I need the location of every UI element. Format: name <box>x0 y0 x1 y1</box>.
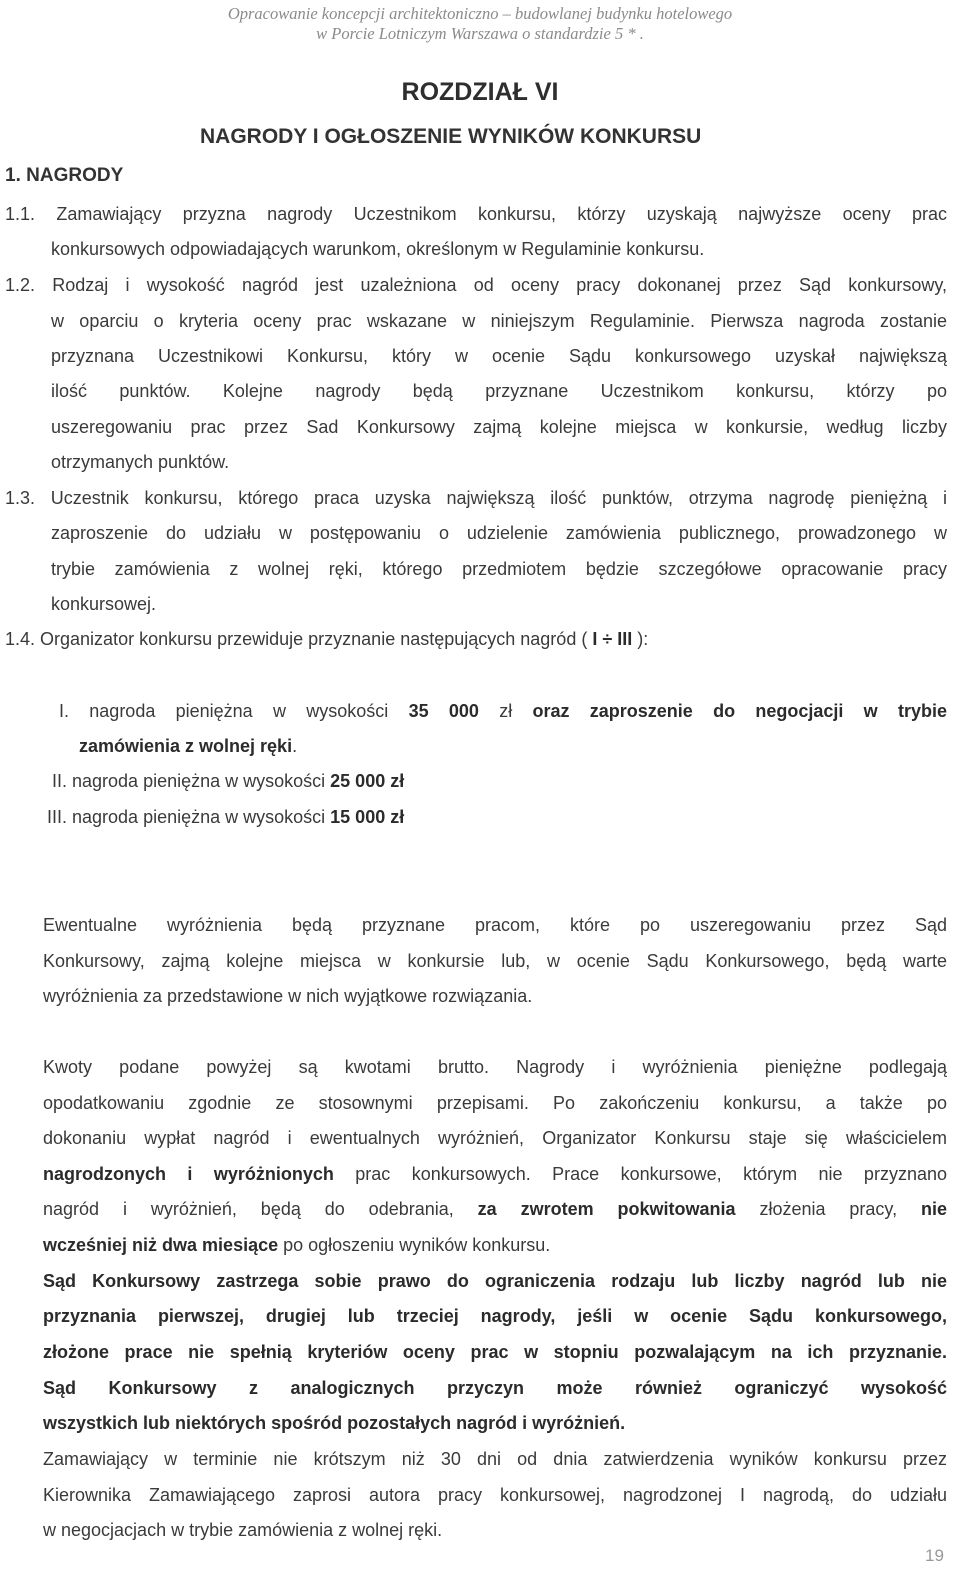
negotiation-line: Kierownika Zamawiającego zaprosi autora pracy konkursowej, nagrodzonej I nagrodą, do udziału <box>43 1485 947 1505</box>
distinctions-line: Ewentualne wyróżnienia będą przyznane pracom, które po uszeregowaniu przez Sąd <box>43 915 947 935</box>
distinctions-line: Konkursowy, zajmą kolejne miejsca w konkursie lub, w ocenie Sądu Konkursowego, będą warte <box>43 951 947 971</box>
paragraph-1-2-line: 1.2. Rodzaj i wysokość nagród jest uzależniona od oceny pracy dokonanej przez Sąd konkursowy, <box>5 275 947 295</box>
amounts-line: nagrodzonych i wyróżnionych prac konkursowych. Prace konkursowe, którym nie przyznano <box>43 1164 947 1184</box>
prize-i-line-2: zamówienia z wolnej ręki. <box>79 736 298 756</box>
chapter-title: ROZDZIAŁ VI <box>401 78 559 106</box>
paragraph-1-3-line: zaproszenie do udziału w postępowaniu o udzielenie zamówienia publicznego, prowadzonego w <box>51 523 947 543</box>
amounts-line: Kwoty podane powyżej są kwotami brutto. Nagrody i wyróżnienia pieniężne podlegają <box>43 1057 947 1077</box>
jury-reservation-line: wszystkich lub niektórych spośród pozostałych nagród i wyróżnień. <box>43 1413 626 1433</box>
paragraph-1-1-line: 1.1. Zamawiający przyzna nagrody Uczestnikom konkursu, którzy uzyskają najwyższe oceny prac <box>5 204 947 224</box>
page-number: 19 <box>925 1546 944 1565</box>
distinctions-line: wyróżnienia za przedstawione w nich wyjątkowe rozwiązania. <box>43 986 533 1006</box>
chapter-subtitle: NAGRODY I OGŁOSZENIE WYNIKÓW KONKURSU <box>200 125 702 148</box>
paragraph-1-3-line: 1.3. Uczestnik konkursu, którego praca uzyska największą ilość punktów, otrzyma nagrodę pieniężną i <box>5 488 947 508</box>
amounts-line: dokonaniu wypłat nagród i ewentualnych wyróżnień, Organizator Konkursu staje się właścicielem <box>43 1128 947 1148</box>
paragraph-1-2-line: uszeregowaniu prac przez Sad Konkursowy zajmą kolejne miejsca w konkursie, według liczby <box>51 417 947 437</box>
document-header-line-2: w Porcie Lotniczym Warszawa o standardzie 5 * . <box>316 24 644 43</box>
prize-i-line: I. nagroda pieniężna w wysokości 35 000 zł oraz zaproszenie do negocjacji w trybie <box>59 701 947 721</box>
section-heading: 1. NAGRODY <box>5 165 124 186</box>
paragraph-1-3-line: konkursowej. <box>51 594 157 614</box>
paragraph-1-2-line: w oparciu o kryteria oceny prac wskazane w niniejszym Regulaminie. Pierwsza nagroda zostanie <box>51 311 947 331</box>
paragraph-1-4: 1.4. Organizator konkursu przewiduje przyznanie następujących nagród ( I ÷ III ): <box>5 629 649 649</box>
jury-reservation-line: złożone prace nie spełnią kryteriów oceny prac w stopniu pozwalającym na ich przyznanie. <box>43 1342 947 1362</box>
amounts-line: nagród i wyróżnień, będą do odebrania, za zwrotem pokwitowania złożenia pracy, nie <box>43 1199 947 1219</box>
paragraph-1-2-line: ilość punktów. Kolejne nagrody będą przyznane Uczestnikom konkursu, którzy po <box>51 381 947 401</box>
document-header-line-1: Opracowanie koncepcji architektoniczno – budowlanej budynku hotelowego <box>227 4 733 23</box>
paragraph-1-2-line: otrzymanych punktów. <box>51 452 230 472</box>
amounts-line: wcześniej niż dwa miesiące po ogłoszeniu wyników konkursu. <box>43 1235 551 1255</box>
jury-reservation-line: przyznania pierwszej, drugiej lub trzeciej nagrody, jeśli w ocenie Sądu konkursowego, <box>43 1306 947 1326</box>
negotiation-line: w negocjacjach w trybie zamówienia z wolnej ręki. <box>43 1520 443 1540</box>
amounts-line: opodatkowaniu zgodnie ze stosownymi przepisami. Po zakończeniu konkursu, a także po <box>43 1093 947 1113</box>
jury-reservation-line: Sąd Konkursowy z analogicznych przyczyn może również ograniczyć wysokość <box>43 1378 947 1398</box>
paragraph-1-1-line: konkursowych odpowiadających warunkom, określonym w Regulaminie konkursu. <box>51 239 705 259</box>
negotiation-line: Zamawiający w terminie nie krótszym niż 30 dni od dnia zatwierdzenia wyników konkursu przez <box>43 1449 947 1469</box>
prize-ii: II. nagroda pieniężna w wysokości 25 000 zł <box>52 771 405 791</box>
jury-reservation-line: Sąd Konkursowy zastrzega sobie prawo do ograniczenia rodzaju lub liczby nagród lub nie <box>43 1271 947 1291</box>
paragraph-1-3-line: trybie zamówienia z wolnej ręki, którego przedmiotem będzie szczegółowe opracowanie pracy <box>51 559 947 579</box>
paragraph-1-2-line: przyznana Uczestnikowi Konkursu, który w ocenie Sądu konkursowego uzyskał największą <box>51 346 947 366</box>
prize-iii: III. nagroda pieniężna w wysokości 15 000 zł <box>47 807 405 827</box>
